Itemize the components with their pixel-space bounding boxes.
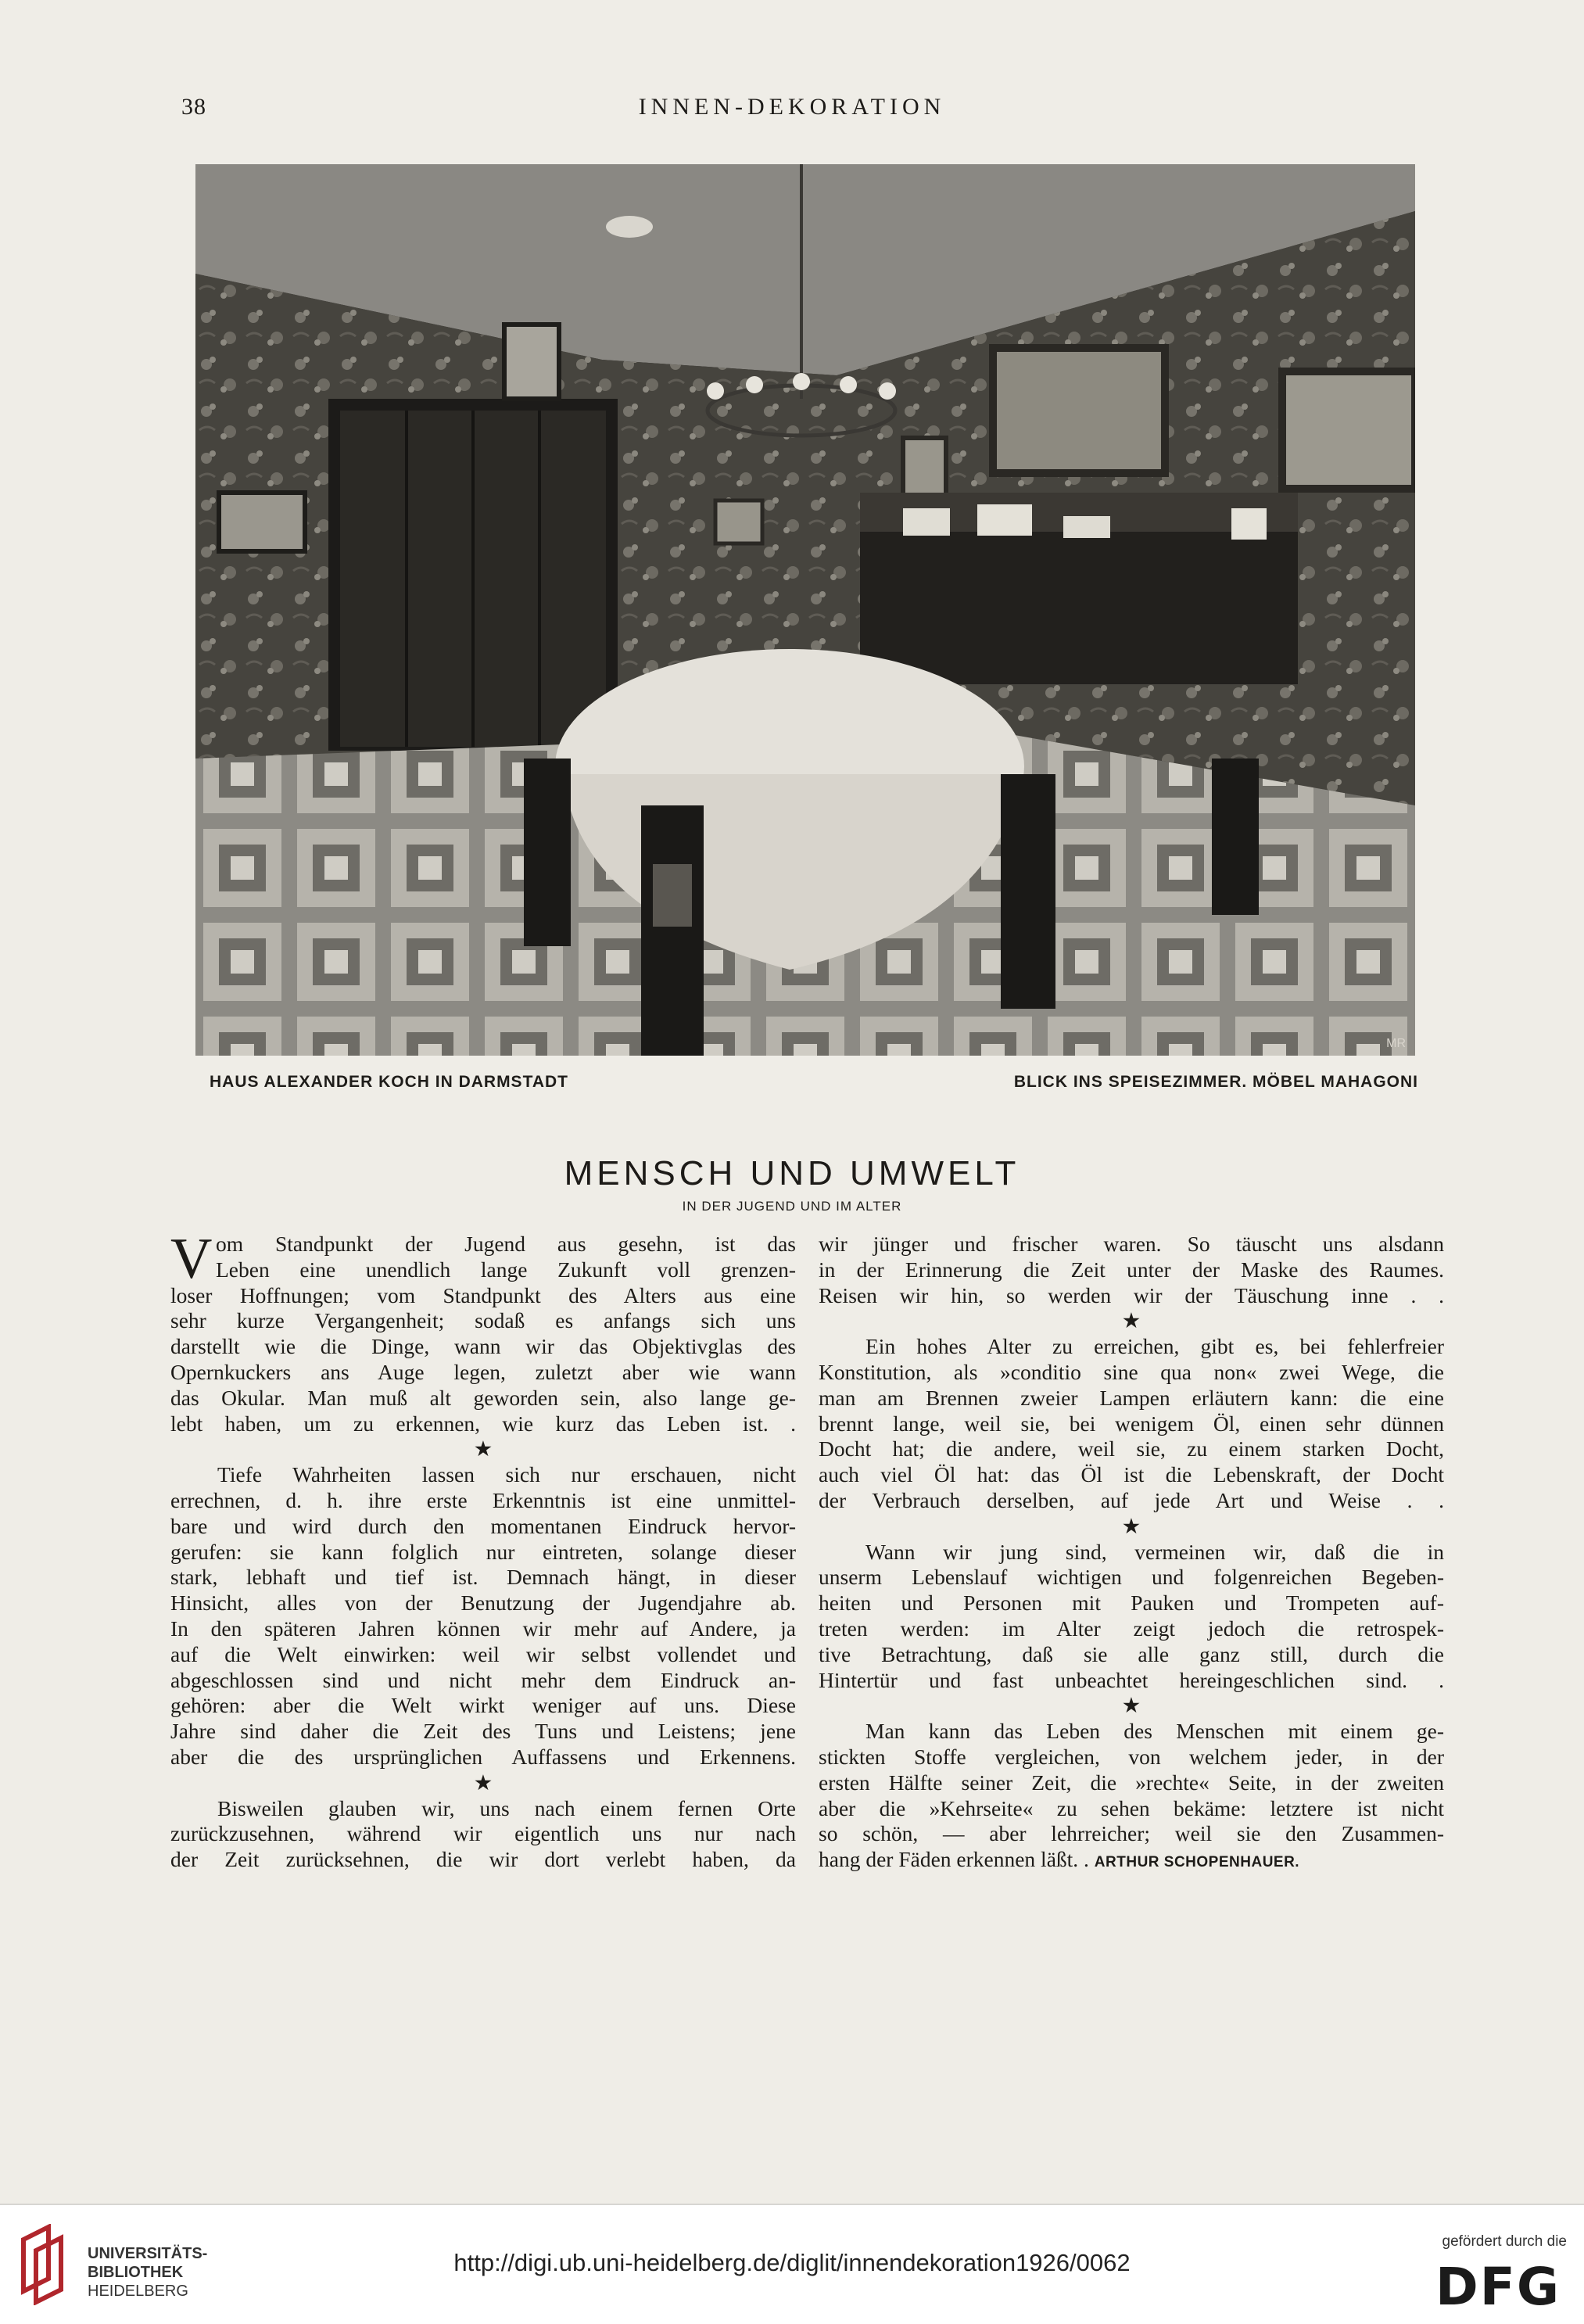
article-subtitle: IN DER JUGEND UND IM ALTER [682, 1199, 902, 1214]
library-name-line: HEIDELBERG [88, 2283, 188, 2300]
text-line: hang der Fäden erkennen läßt. . [819, 1847, 1089, 1872]
library-name-line: UNIVERSITÄTS- [88, 2245, 208, 2262]
text-line: Hinsicht, alles von der Benutzung der Jugendjahre ab. [170, 1591, 796, 1616]
source-url-link[interactable]: http://digi.ub.uni-heidelberg.de/diglit/innendekoration1926/0062 [453, 2249, 1131, 2276]
text-line: errechnen, d. h. ihre erste Erkenntnis ist eine unmittel- [170, 1487, 796, 1512]
author-signature: ARTHUR SCHOPENHAUER. [1094, 1854, 1300, 1871]
text-line: gehören: aber die Welt wirkt weniger auf uns. Diese [170, 1693, 796, 1718]
text-line: heiten und Personen mit Pauken und Trompeten auf- [819, 1591, 1444, 1616]
library-name-line: BIBLIOTHEK [88, 2264, 184, 2281]
text-line: Jahre sind daher die Zeit des Tuns und Leistens; jene [170, 1719, 796, 1744]
text-line: om Standpunkt der Jugend aus gesehn, ist das [216, 1232, 796, 1256]
section-star: ★ [1121, 1513, 1141, 1538]
journal-title: INNEN-DEKORATION [638, 94, 946, 120]
text-line: zurückzusehnen, während wir eigentlich uns nur nach [170, 1821, 796, 1846]
text-line: aber die »Kehrseite« zu sehen bekäme: letztere ist nicht [819, 1795, 1444, 1820]
dining-room-photograph [195, 164, 1415, 1056]
text-line: wir jünger und frischer waren. So täuscht uns alsdann [819, 1232, 1444, 1256]
photographer-monogram: MR [1386, 1037, 1406, 1050]
text-line: ersten Hälfte seiner Zeit, die »rechte« Seite, in der zweiten [819, 1770, 1444, 1795]
section-star: ★ [473, 1436, 493, 1461]
text-line: Leben eine unendlich lange Zukunft voll grenzen- [216, 1257, 796, 1282]
text-line: auch viel Öl hat: das Öl ist die Lebenskraft, der Docht [819, 1462, 1444, 1487]
text-line: brennt lange, weil sie, bei wenigem Öl, einen sehr dünnen [819, 1411, 1444, 1436]
funding-label: gefördert durch die [1442, 2233, 1567, 2250]
text-line: darstellt wie die Dinge, wann wir das Objektivglas des [170, 1334, 796, 1359]
text-line: Docht hat; die andere, weil sie, zu einem starken Docht, [819, 1436, 1444, 1461]
text-line-with-signature [819, 1847, 1444, 1873]
caption-right: BLICK INS SPEISEZIMMER. MÖBEL MAHAGONI [1013, 1073, 1418, 1091]
text-line: Konstitution, als »conditio sine qua non« zwei Wege, die [819, 1359, 1444, 1384]
text-line: loser Hoffnungen; vom Standpunkt des Alters aus eine [170, 1282, 796, 1307]
text-line: stark, lebhaft und tief ist. Demnach hängt, in dieser [170, 1565, 796, 1590]
text-line: auf die Welt einwirken: weil wir selbst vollendet und [170, 1641, 796, 1666]
text-line: Reisen wir hin, so werden wir der Täuschung inne . . [819, 1282, 1444, 1307]
text-line: Hintertür und fast unbeachtet hereingeschlichen sind. . [819, 1667, 1444, 1692]
text-line: stickten Stoffe vergleichen, von welchem jeder, in der [819, 1744, 1444, 1769]
running-head [0, 94, 1584, 125]
text-line: aber die des ursprünglichen Auffassens und Erkennens. [170, 1744, 796, 1769]
text-line: sehr kurze Vergangenheit; sodaß es anfangs sich uns [170, 1308, 796, 1333]
page-number: 38 [181, 94, 206, 120]
text-line: der Verbrauch derselben, auf jede Art und Weise . . [819, 1487, 1444, 1512]
text-line: das Okular. Man muß alt geworden sein, also lange ge- [170, 1385, 796, 1410]
text-line: man am Brennen zweier Lampen erläutern kann: die eine [819, 1385, 1444, 1410]
article-column-left [170, 1227, 796, 1873]
article-title: MENSCH UND UMWELT [564, 1154, 1020, 1192]
text-line: In den späteren Jahren können wir mehr auf Andere, ja [170, 1616, 796, 1641]
text-line: gerufen: sie kann folglich nur eintreten, solange dieser [170, 1539, 796, 1564]
article-column-right [819, 1232, 1444, 1873]
section-star: ★ [1121, 1308, 1141, 1333]
text-line: abgeschlossen sind und nicht mehr dem Eindruck an- [170, 1667, 796, 1692]
text-line: Ein hohes Alter zu erreichen, gibt es, bei fehlerfreier [865, 1334, 1444, 1359]
text-line: bare und wird durch den momentanen Eindruck hervor- [170, 1513, 796, 1538]
text-line: Bisweilen glauben wir, uns nach einem fernen Orte [217, 1795, 796, 1820]
text-line: in der Erinnerung die Zeit unter der Maske des Raumes. [819, 1257, 1444, 1282]
section-star: ★ [1121, 1693, 1141, 1718]
text-line: Opernkuckers ans Auge legen, zuletzt aber wie wann [170, 1359, 796, 1384]
text-line: unserm Lebenslauf wichtigen und folgenreichen Begeben- [819, 1565, 1444, 1590]
dfg-logo: DFG [1435, 2257, 1561, 2317]
caption-left: HAUS ALEXANDER KOCH IN DARMSTADT [210, 1073, 568, 1091]
text-line: der Zeit zurücksehnen, die wir dort verlebt haben, da [170, 1847, 796, 1872]
text-line: lebt haben, um zu erkennen, wie kurz das Leben ist. . [170, 1411, 796, 1436]
text-line: Tiefe Wahrheiten lassen sich nur erschauen, nicht [217, 1462, 796, 1487]
text-line: Man kann das Leben des Menschen mit einem ge- [865, 1719, 1444, 1744]
text-line: Wann wir jung sind, vermeinen wir, daß die in [865, 1539, 1444, 1564]
text-line: treten werden: im Alter zeigt jedoch die retrospek- [819, 1616, 1444, 1641]
section-star: ★ [473, 1770, 493, 1795]
text-line: so schön, — aber lehrreicher; weil sie den Zusammen- [819, 1821, 1444, 1846]
drop-cap: V [170, 1227, 213, 1291]
text-line: tive Betrachtung, daß sie alle ganz still, durch die [819, 1641, 1444, 1666]
